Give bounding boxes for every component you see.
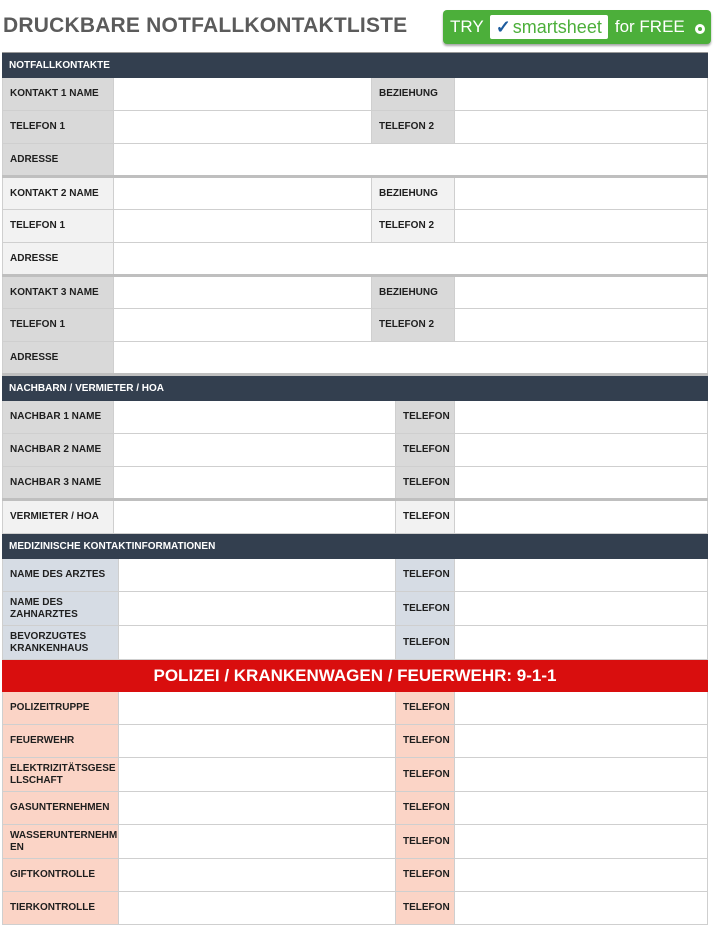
neighbor-row — [2, 434, 708, 467]
neighbor-label: NACHBAR 1 NAME — [2, 401, 114, 433]
service-row — [2, 859, 708, 892]
phone1-label: TELEFON 1 — [2, 210, 114, 242]
neighbor-row — [2, 401, 708, 434]
medical-label: BEVORZUGTES KRANKENHAUS — [2, 626, 119, 659]
fire-dept-phone-field[interactable] — [455, 725, 708, 757]
section-header-emergency-contacts: NOTFALLKONTAKTE — [2, 53, 708, 78]
medical-row — [2, 626, 708, 660]
animal-control-name-field[interactable] — [119, 892, 396, 924]
service-row — [2, 692, 708, 725]
phone-label: TELEFON — [396, 692, 455, 724]
cta-brand-label: smartsheet — [512, 16, 602, 37]
phone-label: TELEFON — [396, 825, 455, 858]
water-phone-field[interactable] — [455, 825, 708, 858]
police-phone-field[interactable] — [455, 692, 708, 724]
neighbor-1-name-field[interactable] — [114, 401, 396, 433]
address-label: ADRESSE — [2, 144, 114, 175]
landlord-name-field[interactable] — [114, 501, 396, 533]
section-header-neighbors: NACHBARN / VERMIETER / HOA — [2, 376, 708, 401]
phone1-label: TELEFON 1 — [2, 111, 114, 143]
service-row — [2, 725, 708, 758]
contact-1-relation-field[interactable] — [455, 78, 708, 110]
contact-form — [2, 52, 708, 925]
relation-label: BEZIEHUNG — [372, 178, 455, 209]
service-label: POLIZEITRUPPE — [2, 692, 119, 724]
service-row — [2, 825, 708, 859]
landlord-label: VERMIETER / HOA — [2, 501, 114, 533]
cta-free-label: for FREE — [614, 17, 685, 36]
medical-label: NAME DES ZAHNARZTES — [2, 592, 119, 625]
neighbor-3-name-field[interactable] — [114, 467, 396, 498]
page-title: DRUCKBARE NOTFALLKONTAKTLISTE — [3, 14, 408, 37]
fire-dept-name-field[interactable] — [119, 725, 396, 757]
contact-2-address-row — [2, 243, 708, 277]
neighbor-3-phone-field[interactable] — [455, 467, 708, 498]
checkmark-icon: ✓ — [495, 16, 511, 37]
contact-1-phone1-field[interactable] — [114, 111, 372, 143]
service-label: GIFTKONTROLLE — [2, 859, 119, 891]
contact-2-phone2-field[interactable] — [455, 210, 708, 242]
contact-name-label: KONTAKT 2 NAME — [2, 178, 114, 209]
electricity-phone-field[interactable] — [455, 758, 708, 791]
animal-control-phone-field[interactable] — [455, 892, 708, 924]
contact-name-label: KONTAKT 1 NAME — [2, 78, 114, 110]
contact-3-name-row — [2, 277, 708, 309]
contact-3-phone1-field[interactable] — [114, 309, 372, 341]
service-label: ELEKTRIZITÄTSGESELLSCHAFT — [2, 758, 119, 791]
medical-row — [2, 559, 708, 592]
phone-label: TELEFON — [396, 559, 455, 591]
service-label: FEUERWEHR — [2, 725, 119, 757]
hospital-phone-field[interactable] — [455, 626, 708, 659]
contact-3-name-field[interactable] — [114, 277, 372, 308]
gas-phone-field[interactable] — [455, 792, 708, 824]
doctor-phone-field[interactable] — [455, 559, 708, 591]
phone-label: TELEFON — [396, 467, 455, 498]
contact-1-phone-row — [2, 111, 708, 144]
phone-label: TELEFON — [396, 501, 455, 533]
contact-2-relation-field[interactable] — [455, 178, 708, 209]
contact-2-name-field[interactable] — [114, 178, 372, 209]
dentist-phone-field[interactable] — [455, 592, 708, 625]
water-name-field[interactable] — [119, 825, 396, 858]
contact-2-address-field[interactable] — [114, 243, 708, 274]
address-label: ADRESSE — [2, 342, 114, 373]
poison-control-name-field[interactable] — [119, 859, 396, 891]
pointer-icon — [693, 22, 707, 36]
phone-label: TELEFON — [396, 725, 455, 757]
service-label: GASUNTERNEHMEN — [2, 792, 119, 824]
neighbor-row — [2, 467, 708, 501]
contact-2-phone-row — [2, 210, 708, 243]
medical-row — [2, 592, 708, 626]
contact-1-name-row — [2, 78, 708, 111]
emergency-number-banner: POLIZEI / KRANKENWAGEN / FEUERWEHR: 9-1-1 — [2, 660, 708, 692]
relation-label: BEZIEHUNG — [372, 277, 455, 308]
phone2-label: TELEFON 2 — [372, 309, 455, 341]
phone2-label: TELEFON 2 — [372, 111, 455, 143]
contact-name-label: KONTAKT 3 NAME — [2, 277, 114, 308]
contact-3-phone-row — [2, 309, 708, 342]
contact-3-address-row — [2, 342, 708, 376]
hospital-name-field[interactable] — [119, 626, 396, 659]
service-row — [2, 792, 708, 825]
dentist-name-field[interactable] — [119, 592, 396, 625]
service-row — [2, 892, 708, 925]
smartsheet-logo — [490, 15, 608, 39]
gas-name-field[interactable] — [119, 792, 396, 824]
neighbor-label: NACHBAR 3 NAME — [2, 467, 114, 498]
phone-label: TELEFON — [396, 892, 455, 924]
service-row — [2, 758, 708, 792]
neighbor-label: NACHBAR 2 NAME — [2, 434, 114, 466]
doctor-name-field[interactable] — [119, 559, 396, 591]
phone-label: TELEFON — [396, 434, 455, 466]
police-name-field[interactable] — [119, 692, 396, 724]
phone-label: TELEFON — [396, 626, 455, 659]
cta-try-label: TRY — [450, 17, 484, 36]
landlord-row — [2, 501, 708, 534]
poison-control-phone-field[interactable] — [455, 859, 708, 891]
contact-3-phone2-field[interactable] — [455, 309, 708, 341]
electricity-name-field[interactable] — [119, 758, 396, 791]
contact-2-name-row — [2, 178, 708, 210]
contact-2-phone1-field[interactable] — [114, 210, 372, 242]
phone-label: TELEFON — [396, 592, 455, 625]
phone1-label: TELEFON 1 — [2, 309, 114, 341]
phone-label: TELEFON — [396, 758, 455, 791]
neighbor-1-phone-field[interactable] — [455, 401, 708, 433]
service-label: TIERKONTROLLE — [2, 892, 119, 924]
phone-label: TELEFON — [396, 401, 455, 433]
neighbor-2-phone-field[interactable] — [455, 434, 708, 466]
phone-label: TELEFON — [396, 859, 455, 891]
contact-3-address-field[interactable] — [114, 342, 708, 373]
contact-1-phone2-field[interactable] — [455, 111, 708, 143]
landlord-phone-field[interactable] — [455, 501, 708, 533]
phone2-label: TELEFON 2 — [372, 210, 455, 242]
neighbor-2-name-field[interactable] — [114, 434, 396, 466]
contact-1-name-field[interactable] — [114, 78, 372, 110]
contact-1-address-field[interactable] — [114, 144, 708, 175]
address-label: ADRESSE — [2, 243, 114, 274]
contact-3-relation-field[interactable] — [455, 277, 708, 308]
phone-label: TELEFON — [396, 792, 455, 824]
service-label: WASSERUNTERNEHMEN — [2, 825, 119, 858]
try-smartsheet-button[interactable] — [443, 10, 711, 44]
relation-label: BEZIEHUNG — [372, 78, 455, 110]
section-header-medical: MEDIZINISCHE KONTAKTINFORMATIONEN — [2, 534, 708, 559]
medical-label: NAME DES ARZTES — [2, 559, 119, 591]
contact-1-address-row — [2, 144, 708, 178]
